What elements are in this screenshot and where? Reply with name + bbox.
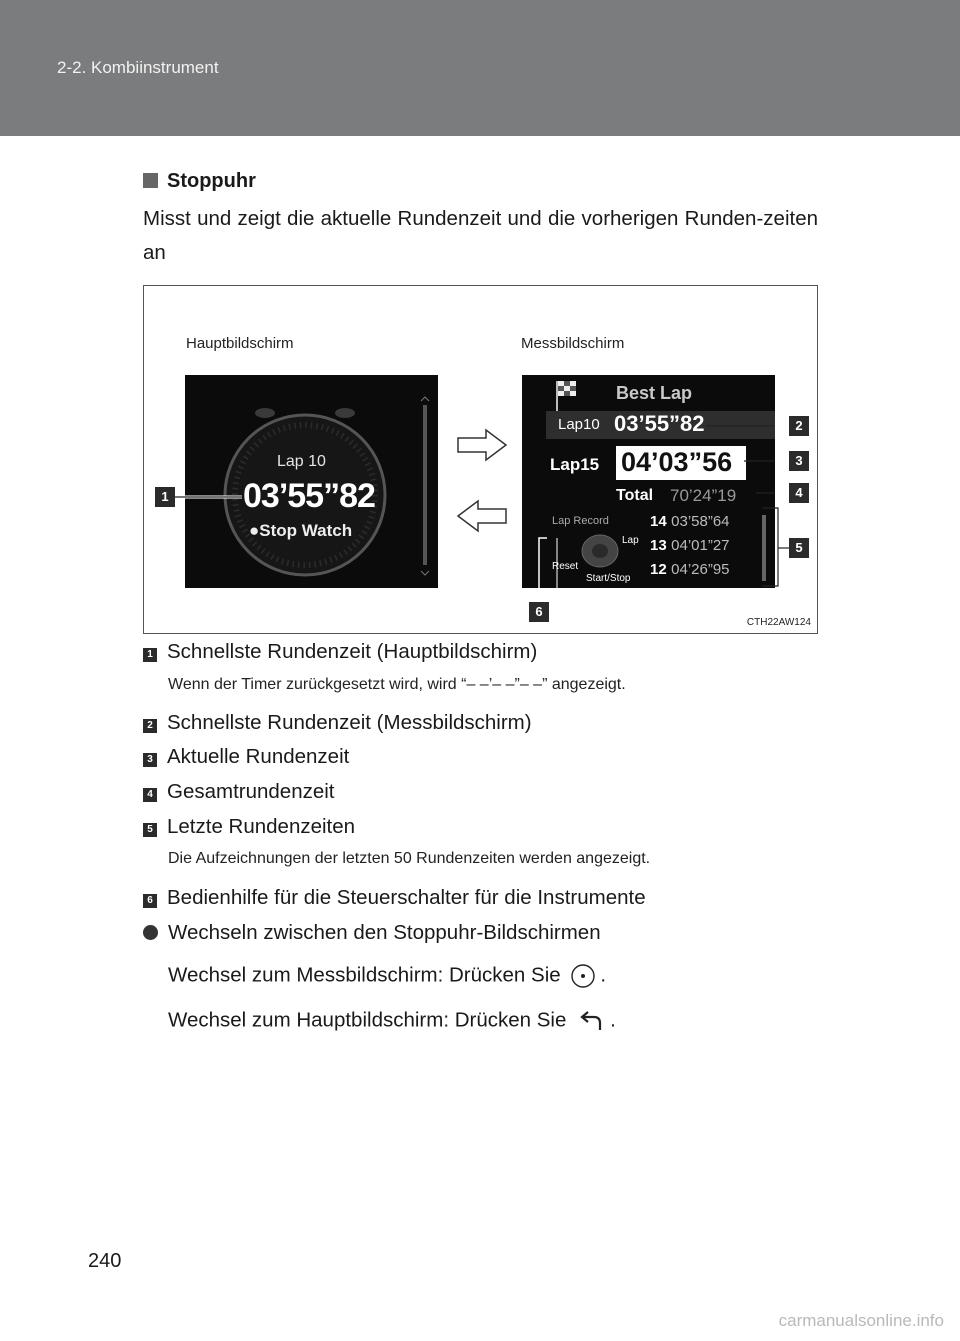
control-startstop-label: Start/Stop (586, 573, 631, 584)
back-arrow-icon (576, 1008, 606, 1034)
main-lap-label: Lap 10 (277, 453, 326, 470)
current-lap-time: 04’03”56 (621, 447, 733, 477)
control-lap-label: Lap (622, 535, 639, 546)
callout-1: 1 (155, 487, 175, 507)
page-number: 240 (88, 1250, 122, 1272)
control-reset-label: Reset (552, 561, 579, 572)
total-time: 70’24”19 (670, 486, 737, 505)
section-title (143, 170, 256, 193)
legend-note-1: Wenn der Timer zurückgesetzt wird, wird “– –’– –”– –” angezeigt. (168, 676, 626, 693)
legend-note-5: Die Aufzeichnungen der letzten 50 Rundenzeiten werden angezeigt. (168, 850, 651, 867)
page-header (0, 0, 960, 136)
callout-3: 3 (789, 451, 809, 471)
section-intro: Misst und zeigt die aktuelle Rundenzeit und die vorherigen Runden-zeiten an (143, 207, 818, 264)
lap-record-row: 13 04’01”27 (650, 537, 730, 554)
callout-6: 6 (529, 602, 549, 622)
main-mode-label: ●Stop Watch (249, 521, 353, 540)
lap-record-row: 14 03’58”64 (650, 513, 730, 530)
switching-title: Wechseln zwischen den Stoppuhr-Bildschirmen (143, 921, 601, 945)
stopwatch-figure (143, 285, 818, 634)
legend-item-4: 4 Gesamtrundenzeit (143, 780, 335, 804)
best-lap-time: 03’55”82 (614, 411, 705, 436)
legend-item-2: 2 Schnellste Rundenzeit (Messbildschirm) (143, 711, 532, 735)
label-measure-screen: Messbildschirm (521, 335, 625, 352)
bullet-dot-icon (143, 925, 158, 940)
legend-item-1: 1 Schnellste Rundenzeit (Hauptbildschirm) (143, 640, 537, 664)
total-label: Total (616, 487, 654, 504)
lap-record-row: 12 04’26”95 (650, 561, 730, 578)
best-lap-label: Lap10 (558, 416, 600, 433)
callout-4: 4 (789, 483, 809, 503)
watermark: carmanualsonline.info (778, 1311, 944, 1330)
callout-2: 2 (789, 416, 809, 436)
callout-lines (144, 286, 818, 634)
instruction-to-main: Wechsel zum Hauptbildschirm: Drücken Sie . (168, 1008, 616, 1034)
figure-code: CTH22AW124 (746, 617, 811, 628)
best-lap-title: Best Lap (616, 383, 693, 403)
legend-item-5: 5 Letzte Rundenzeiten (143, 815, 355, 839)
instruction-to-measure: Wechsel zum Messbildschirm: Drücken Sie . (168, 963, 606, 989)
square-bullet-icon (143, 173, 158, 188)
legend-item-6: 6 Bedienhilfe für die Steuerschalter für die Instrumente (143, 886, 646, 910)
header-section-title: 2-2. Kombiinstrument (57, 58, 219, 77)
section-title-text: Stoppuhr (167, 170, 256, 192)
legend-item-3: 3 Aktuelle Rundenzeit (143, 745, 349, 769)
lap-record-title: Lap Record (552, 515, 609, 527)
callout-5: 5 (789, 538, 809, 558)
current-lap-label: Lap15 (550, 455, 600, 474)
label-main-screen: Hauptbildschirm (186, 335, 294, 352)
main-best-time: 03’55”82 (243, 477, 375, 515)
dial-press-icon (570, 963, 596, 989)
